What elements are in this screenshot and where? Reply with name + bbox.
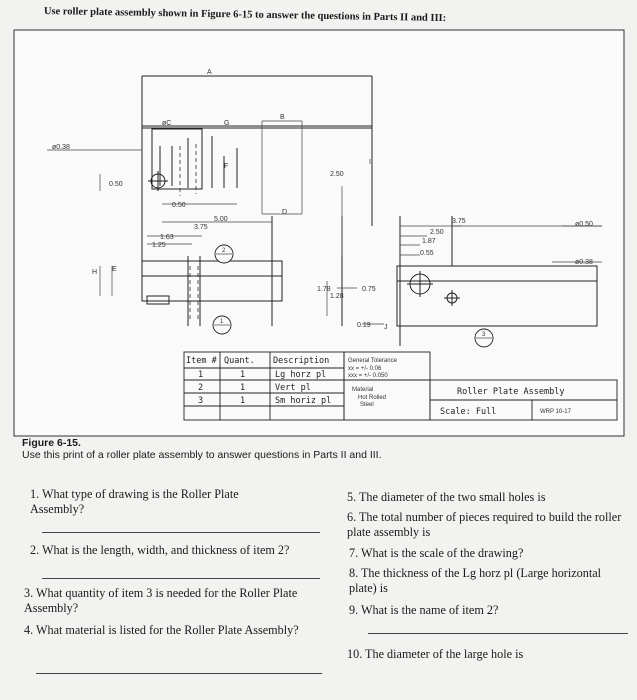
dim-050b: 0.50: [172, 202, 186, 209]
balloon-1-label: 1: [220, 319, 224, 325]
answer-line-9[interactable]: [368, 633, 628, 634]
question-4: 4. What material is listed for the Roller Plate Assembly?: [24, 623, 299, 637]
answer-line-4[interactable]: [36, 673, 322, 674]
parts-header-item: Item #: [186, 356, 217, 366]
row2-item: 2: [198, 383, 204, 393]
balloon-3-label: 3: [482, 332, 486, 338]
row3-item: 3: [198, 396, 204, 406]
dim-hole-diameter: ø0.38: [52, 144, 70, 151]
letter-j: J: [384, 324, 388, 331]
letter-e: E: [112, 266, 117, 273]
dim-large-hole-diameter: ø0.50: [575, 221, 593, 228]
dim-250-vertical: 2.50: [330, 171, 344, 178]
material-line2: Steel: [360, 402, 374, 408]
question-9: 9. What is the name of item 2?: [349, 603, 499, 617]
dim-055-right: 0.55: [420, 250, 434, 257]
figure-caption: [22, 437, 382, 461]
row2-description: Vert pl: [275, 383, 311, 393]
drawing-number: WRP 10-17: [540, 409, 571, 415]
question-2: 2. What is the length, width, and thickness of item 2?: [30, 543, 290, 557]
instruction-header: Use roller plate assembly shown in Figure 6-15 to answer the questions in Parts II and III:: [43, 6, 447, 25]
question-8: 8. The thickness of the Lg horz pl (Large horizontal plate) is: [349, 566, 602, 595]
figure-label: Figure 6-15.: [22, 437, 81, 449]
answer-line-2[interactable]: [42, 578, 320, 579]
row1-description: Lg horz pl: [275, 370, 327, 380]
tolerance-title: General Tolerance: [348, 358, 397, 364]
dim-375: 3.75: [194, 224, 208, 231]
dim-375-right: 3.75: [452, 218, 466, 225]
parts-header-quant: Quant.: [224, 356, 255, 366]
letter-g: G: [224, 120, 230, 127]
dim-187-right: 1.87: [422, 238, 436, 245]
question-7: 7. What is the scale of the drawing?: [349, 546, 524, 560]
letter-c: øC: [162, 120, 172, 127]
tolerance-xx: xx = +/- 0.06: [348, 366, 382, 372]
drawing-title: Roller Plate Assembly: [457, 387, 565, 397]
dim-small-hole-diameter: ø0.38: [575, 259, 593, 266]
row1-quant: 1: [240, 370, 246, 380]
row1-item: 1: [198, 370, 204, 380]
dim-075: 0.75: [362, 286, 376, 293]
dim-500: 5.00: [214, 216, 228, 223]
row3-quant: 1: [240, 396, 246, 406]
answer-line-1[interactable]: [42, 532, 320, 533]
dim-128: 1.28: [330, 293, 344, 300]
material-label: Material: [352, 387, 374, 393]
letter-h: H: [92, 269, 98, 276]
dim-050: 0.50: [109, 181, 123, 188]
letter-a: A: [207, 69, 212, 76]
row3-description: Sm horiz pl: [275, 396, 332, 406]
drawing-scale: Scale: Full: [440, 407, 497, 417]
figure-caption-text: Use this print of a roller plate assembly to answer questions in Parts II and III.: [22, 449, 382, 461]
dim-250-right: 2.50: [430, 229, 444, 236]
dim-178: 1.78: [317, 286, 331, 293]
letter-f: F: [224, 163, 229, 170]
parts-header-description: Description: [273, 356, 330, 366]
dim-019: 0.19: [357, 322, 371, 329]
question-10: 10. The diameter of the large hole is: [347, 647, 524, 661]
dim-163: 1.63: [160, 234, 174, 241]
dim-125: 1.25: [152, 242, 166, 249]
roller-plate-drawing: [12, 26, 627, 438]
tolerance-xxx: xxx = +/- 0.050: [348, 373, 388, 379]
question-3: 3. What quantity of item 3 is needed for the Roller Plate Assembly?: [24, 586, 298, 615]
question-6: 6. The total number of pieces required to build the roller plate assembly is: [347, 510, 622, 539]
question-1: 1. What type of drawing is the Roller Plate Assembly?: [30, 487, 239, 516]
material-line1: Hot Rolled: [358, 395, 387, 401]
letter-b: B: [280, 114, 285, 121]
letter-i: I: [369, 159, 371, 166]
row2-quant: 1: [240, 383, 246, 393]
question-5: 5. The diameter of the two small holes is: [347, 490, 546, 504]
balloon-2-label: 2: [222, 248, 226, 254]
letter-d: D: [282, 209, 288, 216]
